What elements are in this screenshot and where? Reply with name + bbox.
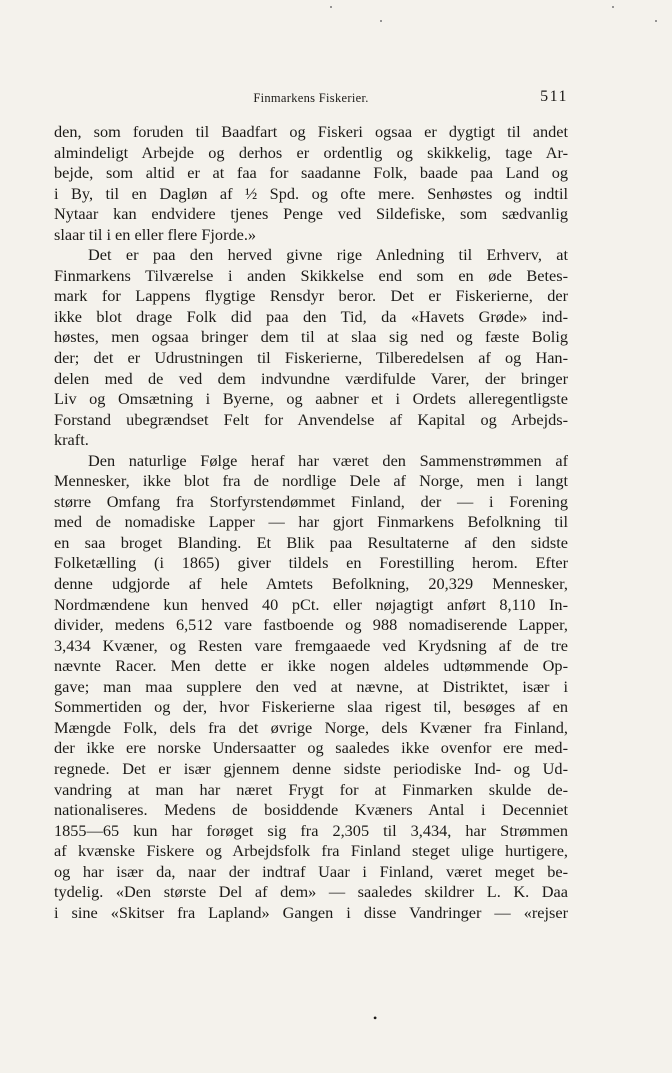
paragraph-start-line: Den naturlige Følge heraf har været den Sammenstrømmen af — [88, 450, 568, 470]
scan-speck — [380, 20, 382, 22]
text-line: 1855—65 kun har forøget sig fra 2,305 til 3,434, har Strømmen — [54, 820, 568, 840]
scan-speck — [612, 6, 614, 8]
text-line: kraft. — [54, 430, 89, 450]
text-line: der ikke ere norske Undersaatter og saaledes ikke ovenfor ere med- — [54, 738, 568, 758]
text-line: i sine «Skitser fra Lapland» Gangen i disse Vandringer — «rejser — [54, 902, 568, 922]
text-line: Finmarkens Tilværelse i anden Skikkelse end som en øde Betes- — [54, 265, 568, 285]
text-line: den, som foruden til Baadfart og Fiskeri ogsaa er dygtigt til andet — [54, 122, 568, 141]
text-line: ikke blot drage Folk did paa den Tid, da «Havets Grøde» ind- — [54, 306, 568, 326]
page-header — [54, 90, 568, 110]
text-line: tydelig. «Den største Del af dem» — saaledes skildrer L. K. Daa — [54, 882, 568, 902]
text-line: i By, til en Dagløn af ½ Spd. og ofte mere. Senhøstes og indtil — [54, 183, 568, 203]
text-line: denne udgjorde af hele Amtets Befolkning, 20,329 Mennesker, — [54, 574, 568, 594]
scan-speck — [655, 20, 657, 22]
scan-speck — [330, 6, 332, 8]
page-number: 511 — [540, 88, 568, 105]
text-line: nationaliseres. Medens de bosiddende Kvæners Antal i Decenniet — [54, 800, 568, 820]
running-title: Finmarkens Fiskerier. — [253, 91, 369, 105]
text-line: Mængde Folk, dels fra det øvrige Norge, dels Kvæner fra Finland, — [54, 717, 568, 737]
text-line: større Omfang fra Storfyrstendømmet Finland, der — i Forening — [54, 491, 568, 511]
text-line: Liv og Omsætning i Byerne, og aabner et i Ordets alleregentligste — [54, 389, 568, 409]
text-line: en saa broget Blanding. Et Blik paa Resultaterne af den sidste — [54, 532, 568, 552]
text-line: 3,434 Kvæner, og Resten vare fremgaaede ved Krydsning af de tre — [54, 635, 568, 655]
text-line: bejde, som altid er at faa for saadanne Folk, baade paa Land og — [54, 163, 568, 183]
text-line: Forstand ubegrændset Felt for Anvendelse af Kapital og Arbejds- — [54, 409, 568, 429]
text-line: divider, medens 6,512 vare fastboende og 988 nomadiserende Lapper, — [54, 615, 568, 635]
text-line: Nytaar kan endvidere tjenes Penge ved Sildefiske, som sædvanlig — [54, 204, 568, 224]
text-line: slaar til i en eller flere Fjorde.» — [54, 224, 257, 244]
text-line: med de nomadiske Lapper — har gjort Finmarkens Befolkning til — [54, 512, 568, 532]
text-line: Nordmændene kun henved 40 pCt. eller nøjagtigt anført 8,110 In- — [54, 594, 568, 614]
text-line: og har især da, naar der indtraf Uaar i Finland, været meget be- — [54, 861, 568, 881]
text-line: almindeligt Arbejde og derhos er ordentlig og skikkelig, tage Ar- — [54, 142, 568, 162]
text-line: Mennesker, ikke blot fra de nordlige Dele af Norge, men i langt — [54, 471, 568, 491]
text-line: høstes, men ogsaa bringer dem til at slaa sig ned og fæste Bolig — [54, 327, 568, 347]
text-line: der; det er Udrustningen til Fiskerierne, Tilberedelsen af og Han- — [54, 348, 568, 368]
text-line: delen med de ved dem indvundne værdifulde Varer, der bringer — [54, 368, 568, 388]
body-text — [54, 122, 568, 923]
text-line: regnede. Det er især gjennem denne sidste periodiske Ind- og Ud- — [54, 758, 568, 778]
text-line: mark for Lappens flygtige Rensdyr beror. Det er Fiskerierne, der — [54, 286, 568, 306]
text-line: gave; man maa supplere den ved at nævne, at Distriktet, især i — [54, 676, 568, 696]
text-line: Sommertiden og der, hvor Fiskerierne slaa rigest til, besøges af en — [54, 697, 568, 717]
footer-mark: • — [373, 1011, 378, 1025]
text-line: Folketælling (i 1865) giver tildels en Forestilling herom. Efter — [54, 553, 568, 573]
text-line: vandring at man har næret Frygt for at Finmarken skulde de- — [54, 779, 568, 799]
text-line: af kvænske Fiskere og Arbejdsfolk fra Finland steget ulige hurtigere, — [54, 841, 568, 861]
paragraph-start-line: Det er paa den herved givne rige Anledning til Erhverv, at — [88, 245, 568, 265]
text-line: nævnte Racer. Men dette er ikke nogen aldeles udtømmende Op- — [54, 656, 568, 676]
